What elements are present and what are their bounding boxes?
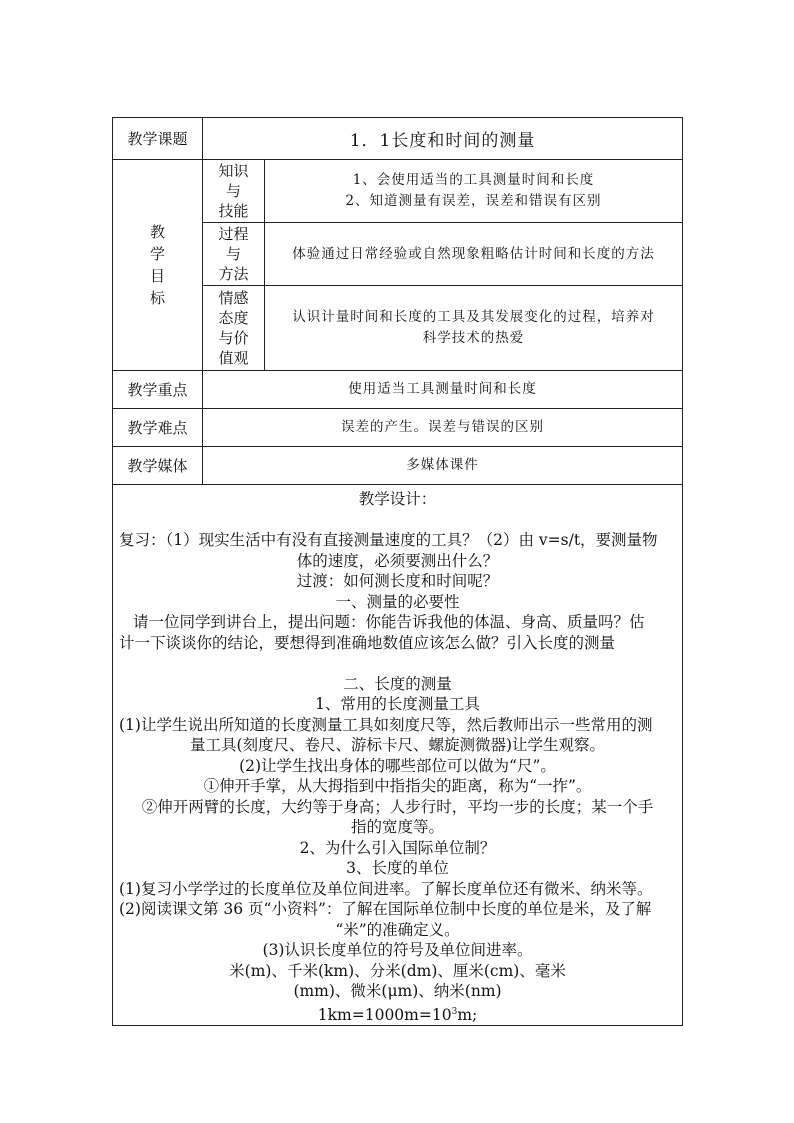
subsection-2-heading: 2、为什么引入国际单位制？ <box>299 838 496 857</box>
goal-category-knowledge: 知识 与 技能 <box>203 160 265 223</box>
section-1-paragraph-2: 计一下谈谈你的结论，要想得到准确地数值应该怎么做？引入长度的测量 <box>119 633 616 652</box>
course-row <box>113 118 683 160</box>
subsection-1-line-5: ②伸开两臂的长度，大约等于身高；人步行时，平均一步的长度；某一个手 <box>141 797 654 816</box>
media-row <box>113 447 683 485</box>
section-1-paragraph-1: 请一位同学到讲台上，提出问题：你能告诉我他的体温、身高、质量吗？估 <box>133 613 645 631</box>
subsection-1-line-1: (1)让学生说出所知道的长度测量工具如刻度尺等，然后教师出示一些常用的测 <box>119 715 653 734</box>
goal-category-attitude: 情感 态度 与价 值观 <box>203 286 265 371</box>
media-label: 教学媒体 <box>113 447 203 485</box>
key-point-label: 教学重点 <box>113 371 203 409</box>
subsection-1-line-2: 量工具(刻度尺、卷尺、游标卡尺、螺旋测微器)让学生观察。 <box>189 736 606 754</box>
difficulty-label: 教学难点 <box>113 409 203 447</box>
review-line-1: 复习：（1）现实生活中有没有直接测量速度的工具？（2）由 v=s/t，要测量物 <box>119 531 658 549</box>
goal-content-attitude: 认识计量时间和长度的工具及其发展变化的过程，培养对 科学技术的热爱 <box>265 286 683 371</box>
subsection-1-line-6: 指的宽度等。 <box>351 818 445 836</box>
units-line-2: (mm)、微米(μm)、纳米(nm) <box>293 982 502 1000</box>
unit-formula: $1km=1000m=10^3m$; <box>317 1005 478 1024</box>
lesson-plan-table <box>112 117 683 1026</box>
design-row <box>113 485 683 1026</box>
subsection-3-line-4: (3)认识长度单位的符号及单位间进率。 <box>262 941 533 959</box>
media-value: 多媒体课件 <box>203 447 683 485</box>
review-line-2: 体的速度，必须要测出什么？ <box>296 551 499 570</box>
subsection-1-line-3: (2)让学生找出身体的哪些部位可以做为“尺”。 <box>239 756 556 775</box>
goal-category-process: 过程 与 方法 <box>203 223 265 286</box>
goals-label: 教 学 目 标 <box>113 160 203 371</box>
section-2-heading: 二、长度的测量 <box>343 674 452 693</box>
subsection-3-line-2: (2)阅读课文第 36 页“小资料”：了解在国际单位制中长度的单位是米，及了解 <box>119 900 652 918</box>
course-label: 教学课题 <box>113 118 203 160</box>
goal-content-process: 体验通过日常经验或自然现象粗略估计时间和长度的方法 <box>265 223 683 286</box>
key-point-row <box>113 371 683 409</box>
subsection-1-line-4: ①伸开手掌，从大拇指到中指指尖的距离，称为“一拃”。 <box>203 777 592 795</box>
subsection-3-heading: 3、长度的单位 <box>346 859 449 877</box>
subsection-1-heading: 1、常用的长度测量工具 <box>315 695 480 713</box>
units-line-1: 米(m)、千米(km)、分米(dm)、厘米(cm)、毫米 <box>229 961 566 980</box>
goal-content-knowledge: 1、会使用适当的工具测量时间和长度 2、知道测量有误差，误差和错误有区别 <box>265 160 683 223</box>
transition-line: 过渡：如何测长度和时间呢？ <box>296 572 499 590</box>
section-1-heading: 一、测量的必要性 <box>335 592 460 611</box>
difficulty-value: 误差的产生。误差与错误的区别 <box>203 409 683 447</box>
difficulty-row <box>113 409 683 447</box>
design-section <box>113 485 683 1026</box>
lesson-plan-document <box>112 117 682 1025</box>
key-point-value: 使用适当工具测量时间和长度 <box>203 371 683 409</box>
subsection-3-line-3: “米”的准确定义。 <box>335 920 460 939</box>
subsection-3-line-1: (1)复习小学学过的长度单位及单位间进率。了解长度单位还有微米、纳米等。 <box>119 879 653 898</box>
design-title: 教学设计： <box>358 490 437 508</box>
goal-row-knowledge <box>113 160 683 223</box>
course-title: 1．1长度和时间的测量 <box>203 118 683 160</box>
